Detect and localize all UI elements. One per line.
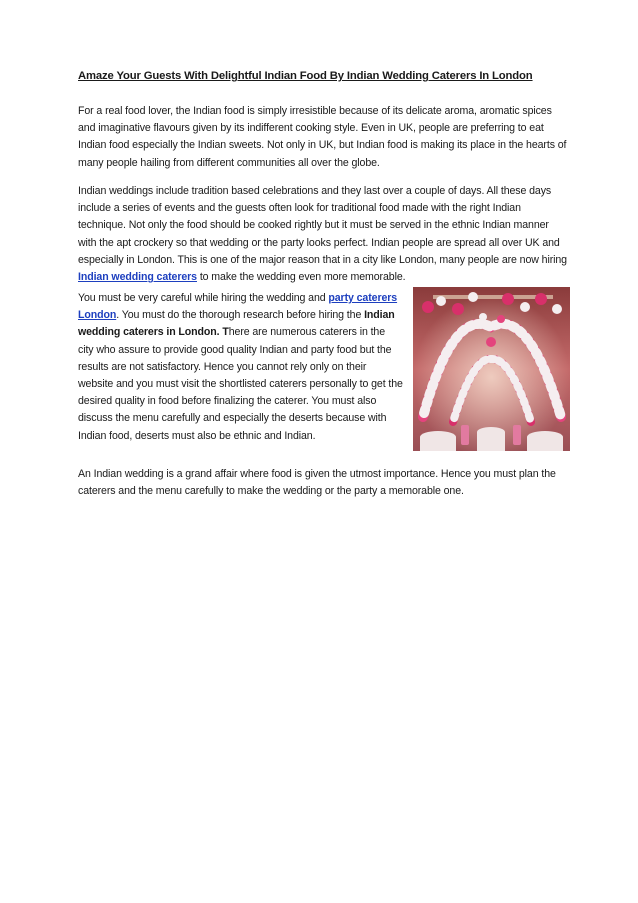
paragraph-hiring-middle: . You must do the thorough research before hiring the — [116, 309, 365, 322]
paragraph-intro: For a real food lover, the Indian food is simply irresistible because of its delicate aroma, aromatic spices and imaginative flavours given by its indifferent cooking style. Even in UK, people are preferring to eat Indian food especially the Indian sweets. Not only in UK, but Indian food is making its place in the hearts of many people hailing from different communities all over the globe. — [78, 105, 567, 169]
wedding-venue-photo — [413, 287, 570, 451]
paragraph-weddings — [78, 183, 570, 286]
paragraph-hiring-tail: here are numerous caterers in the city who assure to provide good quality Indian and party food but the results are not satisfactory. Hence you cannot rely only on their website and you must visit the shortlisted caterers personally to get the desired quality in food before finalizing the caterer. You must also discuss the menu carefully and especially the deserts because with Indian food, deserts must also be ethnic and Indian. — [78, 326, 403, 442]
paragraph-weddings-text: Indian weddings include tradition based celebrations and they last over a couple of days. All these days include a series of events and the guests often look for traditional food made with the right Indian technique. Not only the food should be cooked rightly but it must be served in the ethnic Indian manner with the apt crockery so that wedding or the party looks perfect. Indian people are spread all over UK and especially in London. This is one of the major reason that in a city like London, many people are now hiring — [78, 185, 567, 266]
paragraph-weddings-tail: to make the wedding even more memorable. — [196, 271, 406, 284]
party-caterers-london-link[interactable]: party caterers London — [78, 292, 398, 322]
document-title: Amaze Your Guests With Delightful Indian Food By Indian Wedding Caterers In London — [78, 70, 533, 82]
balloon-decoration-image — [413, 287, 570, 451]
indian-wedding-caterers-link[interactable]: Indian wedding caterers — [78, 271, 197, 284]
paragraph-hiring-text: You must be very careful while hiring the wedding and — [78, 292, 329, 304]
paragraph-hiring — [78, 290, 403, 445]
paragraph-hiring-bold: Indian wedding caterers in London. T — [78, 309, 395, 339]
paragraph-closing: An Indian wedding is a grand affair where food is given the utmost importance. Hence you must plan the caterers and the menu carefully to make the wedding or the party a memorable one. — [78, 468, 556, 498]
